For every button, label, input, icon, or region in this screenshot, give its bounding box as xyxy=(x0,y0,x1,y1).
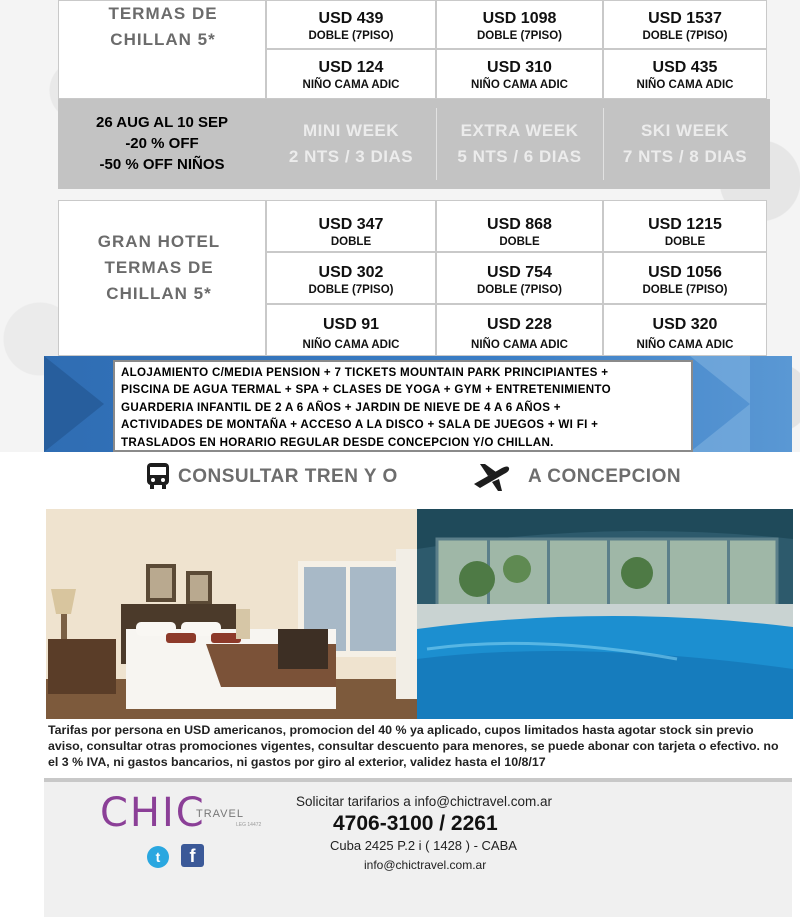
price-value: USD 320 xyxy=(652,316,718,333)
hotel-name-bottom xyxy=(79,229,239,307)
price-cell xyxy=(266,304,436,356)
phone-number: 4706-3100 / 2261 xyxy=(333,812,498,835)
week-name: EXTRA WEEK xyxy=(460,121,579,140)
room-type: NIÑO CAMA ADIC xyxy=(471,79,568,91)
hotel-cell-top xyxy=(58,0,266,99)
price-value: USD 228 xyxy=(487,316,552,333)
disclaimer xyxy=(48,722,796,770)
room-type: DOBLE (7PISO) xyxy=(642,284,728,296)
price-cell xyxy=(436,304,603,356)
price-cell xyxy=(436,0,603,49)
week-nights: 5 NTS / 6 DIAS xyxy=(457,147,582,166)
week-name: MINI WEEK xyxy=(302,121,400,140)
disclaimer-line: aviso, consultar otras promociones vigentes, consultar descuento para menores, se puede abonar con tarjeta o efectivo. no xyxy=(48,739,779,753)
includes-line: TRASLADOS EN HORARIO REGULAR DESDE CONCEPCION Y/O CHILLAN. xyxy=(121,435,554,449)
room-type: NIÑO CAMA ADIC xyxy=(302,339,400,351)
price-cell xyxy=(436,200,603,252)
airplane-icon xyxy=(472,462,512,492)
price-cell xyxy=(266,0,436,49)
week-nights: 7 NTS / 8 DIAS xyxy=(622,147,748,166)
footer-email[interactable]: info@chictravel.com.ar xyxy=(364,858,487,872)
price-value: USD 347 xyxy=(318,216,384,233)
price-value: USD 868 xyxy=(487,216,552,233)
logo-chic: CHIC xyxy=(100,790,206,836)
price-value: USD 439 xyxy=(318,10,384,27)
week-header xyxy=(603,118,767,170)
promo-text xyxy=(58,112,266,175)
price-value: USD 310 xyxy=(487,59,552,76)
hotel-cell-bottom xyxy=(58,200,266,356)
hotel-name-top xyxy=(93,1,233,53)
includes-box xyxy=(113,360,693,452)
price-value: USD 302 xyxy=(318,264,384,281)
price-value: USD 1537 xyxy=(648,10,722,27)
room-type: NIÑO CAMA ADIC xyxy=(636,79,734,91)
room-type: DOBLE (7PISO) xyxy=(308,30,394,42)
room-type: DOBLE (7PISO) xyxy=(642,30,728,42)
price-value: USD 1056 xyxy=(648,264,722,281)
price-cell xyxy=(266,200,436,252)
twitter-icon[interactable]: t xyxy=(147,846,169,868)
solicitar-text: Solicitar tarifarios a info@chictravel.com.ar xyxy=(296,794,553,809)
logo-small: LEG 14472 xyxy=(236,822,262,828)
band-arrow-right xyxy=(690,356,750,452)
bus-icon xyxy=(146,462,170,490)
price-cell xyxy=(436,252,603,304)
price-value: USD 91 xyxy=(322,316,380,333)
room-type: DOBLE (7PISO) xyxy=(477,30,562,42)
hotel-name-line: GRAN HOTEL xyxy=(97,232,221,251)
chic-travel-logo xyxy=(100,790,270,840)
price-cell xyxy=(266,252,436,304)
includes-line: PISCINA DE AGUA TERMAL + SPA + CLASES DE YOGA + GYM + ENTRETENIMIENTO xyxy=(121,383,611,397)
week-header xyxy=(266,118,436,170)
promo-kids-discount: -50 % OFF NIÑOS xyxy=(99,156,225,173)
disclaimer-line: el 3 % IVA, ni gastos bancarios, ni gastos por giro al exterior, validez hasta el 10/8/17 xyxy=(48,755,546,769)
price-value: USD 1215 xyxy=(648,216,722,233)
bedroom-photo xyxy=(46,509,417,719)
price-cell xyxy=(603,49,767,99)
hotel-name-line: TERMAS DE xyxy=(104,258,214,277)
price-cell xyxy=(603,0,767,49)
price-cell xyxy=(603,304,767,356)
week-name: SKI WEEK xyxy=(640,121,730,140)
includes-line: ACTIVIDADES DE MONTAÑA + ACCESO A LA DISCO + SALA DE JUEGOS + WI FI + xyxy=(121,418,599,432)
includes-line: GUARDERIA INFANTIL DE 2 A 6 AÑOS + JARDIN DE NIEVE DE 4 A 6 AÑOS + xyxy=(121,400,561,414)
includes-line: ALOJAMIENTO C/MEDIA PENSION + 7 TICKETS MOUNTAIN PARK PRINCIPIANTES + xyxy=(121,366,609,379)
price-cell xyxy=(436,49,603,99)
room-type: DOBLE (7PISO) xyxy=(477,284,562,296)
transport-left-text: CONSULTAR TREN Y O xyxy=(178,466,398,487)
price-value: USD 124 xyxy=(318,59,384,76)
band-arrow-left xyxy=(44,356,104,452)
room-type: NIÑO CAMA ADIC xyxy=(302,79,400,91)
room-type: DOBLE xyxy=(499,236,540,248)
disclaimer-line: Tarifas por persona en USD americanos, promocion del 40 % ya aplicado, cupos limitados hasta agotar stock sin previo xyxy=(48,723,754,737)
hotel-name-line: CHILLAN 5* xyxy=(110,30,216,49)
price-value: USD 435 xyxy=(652,59,718,76)
hotel-name-line: TERMAS DE xyxy=(108,4,218,23)
transport-right-text: A CONCEPCION xyxy=(528,466,682,487)
room-type: DOBLE xyxy=(330,236,372,248)
promo-dates: 26 AUG AL 10 SEP xyxy=(96,114,228,131)
price-cell xyxy=(266,49,436,99)
hotel-name-line: CHILLAN 5* xyxy=(106,284,212,303)
room-type: DOBLE (7PISO) xyxy=(308,284,394,296)
room-type: NIÑO CAMA ADIC xyxy=(471,339,568,351)
price-value: USD 754 xyxy=(487,264,552,281)
facebook-icon[interactable]: f xyxy=(181,844,204,867)
price-cell xyxy=(603,252,767,304)
price-value: USD 1098 xyxy=(482,10,557,27)
promo-discount: -20 % OFF xyxy=(125,135,199,152)
pool-photo xyxy=(417,509,793,719)
room-type: NIÑO CAMA ADIC xyxy=(636,339,734,351)
logo-travel: TRAVEL xyxy=(196,808,244,820)
room-type: DOBLE xyxy=(664,236,706,248)
week-nights: 2 NTS / 3 DIAS xyxy=(288,147,414,166)
price-cell xyxy=(603,200,767,252)
address: Cuba 2425 P.2 i ( 1428 ) - CABA xyxy=(330,838,517,853)
week-header xyxy=(436,118,603,170)
